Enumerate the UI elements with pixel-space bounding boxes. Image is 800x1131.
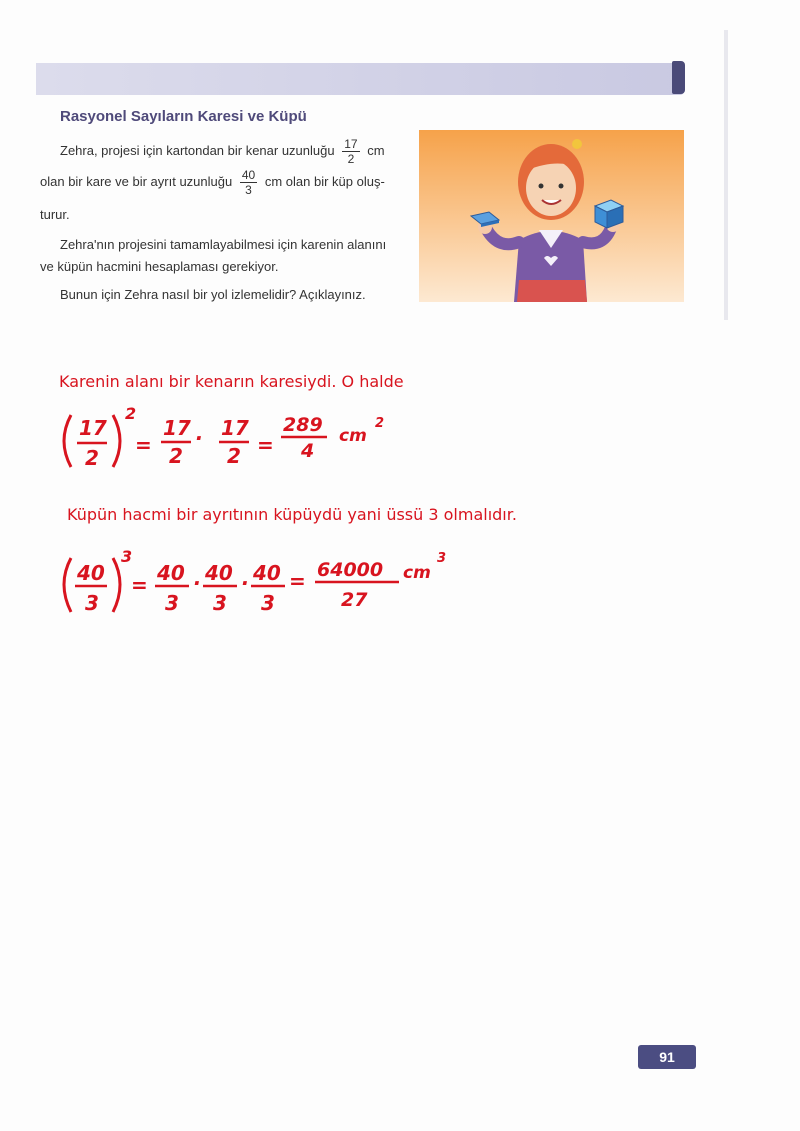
multiply-dot: · bbox=[241, 571, 249, 595]
square-base-numerator: 17 bbox=[79, 416, 107, 440]
equals-sign: = bbox=[135, 433, 152, 457]
cube-unit-power: 3 bbox=[437, 551, 447, 566]
square-result-denominator: 4 bbox=[301, 440, 315, 462]
answer-cube-sentence: Küpün hacmi bir ayrıtının küpüydü yani üssü 3 olmalıdır. bbox=[67, 505, 517, 524]
header-bar bbox=[36, 63, 684, 95]
problem-line-5: ve küpün hacmini hesaplaması gerekiyor. bbox=[40, 259, 279, 274]
equals-sign: = bbox=[289, 569, 306, 593]
problem-line-6: Bunun için Zehra nasıl bir yol izlemelidir? Açıklayınız. bbox=[60, 287, 366, 302]
multiply-dot: · bbox=[193, 571, 201, 595]
cube-result-denominator: 27 bbox=[341, 589, 368, 611]
section-title: Rasyonel Sayıların Karesi ve Küpü bbox=[60, 108, 307, 125]
cube-icon bbox=[595, 200, 623, 228]
problem-line-1-text: Zehra, projesi için kartondan bir kenar uzunluğu bbox=[60, 142, 335, 158]
problem-line-1 bbox=[60, 137, 385, 166]
square-equation bbox=[55, 405, 405, 480]
square-unit: cm bbox=[339, 426, 367, 446]
cube-unit: cm bbox=[403, 563, 431, 583]
fraction-numerator: 40 bbox=[241, 168, 256, 182]
cube-factor-3-denominator: 3 bbox=[261, 591, 275, 615]
square-power: 2 bbox=[125, 404, 137, 423]
square-factor-1-denominator: 2 bbox=[169, 444, 183, 468]
fraction-denominator: 2 bbox=[347, 152, 355, 166]
fraction-17-2 bbox=[342, 137, 359, 166]
problem-line-2 bbox=[40, 168, 385, 197]
problem-line-1-unit: cm bbox=[367, 142, 385, 158]
square-result-numerator: 289 bbox=[283, 414, 323, 436]
fraction-numerator: 17 bbox=[344, 137, 358, 151]
problem-line-4: Zehra'nın projesini tamamlayabilmesi için karenin alanını bbox=[60, 237, 387, 252]
square-factor-1-numerator: 17 bbox=[163, 416, 191, 440]
fraction-40-3 bbox=[240, 168, 257, 197]
problem-line-2-text: olan bir kare ve bir ayrıt uzunluğu bbox=[40, 173, 233, 189]
cube-factor-2-denominator: 3 bbox=[213, 591, 227, 615]
square-unit-power: 2 bbox=[375, 416, 385, 431]
square-base-denominator: 2 bbox=[85, 446, 99, 470]
cube-factor-1-denominator: 3 bbox=[165, 591, 179, 615]
header-tab bbox=[672, 61, 685, 94]
cube-factor-3-numerator: 40 bbox=[253, 561, 281, 585]
cube-factor-1-numerator: 40 bbox=[157, 561, 185, 585]
answer-square-sentence: Karenin alanı bir kenarın karesiydi. O halde bbox=[59, 372, 404, 391]
cube-equation bbox=[55, 548, 475, 623]
problem-line-2-tail: cm olan bir küp oluş- bbox=[264, 173, 385, 189]
page-number: 91 bbox=[638, 1045, 696, 1069]
multiply-dot: · bbox=[195, 426, 203, 450]
equals-sign: = bbox=[257, 433, 274, 457]
cube-power: 3 bbox=[121, 547, 133, 566]
cube-base-numerator: 40 bbox=[77, 561, 105, 585]
cube-factor-2-numerator: 40 bbox=[205, 561, 233, 585]
square-factor-2-numerator: 17 bbox=[221, 416, 249, 440]
square-factor-2-denominator: 2 bbox=[227, 444, 241, 468]
problem-line-3: turur. bbox=[40, 207, 70, 222]
cube-result-numerator: 64000 bbox=[317, 559, 384, 581]
fraction-denominator: 3 bbox=[245, 183, 252, 197]
cube-base-denominator: 3 bbox=[85, 591, 99, 615]
equals-sign: = bbox=[131, 573, 148, 597]
page-edge bbox=[724, 30, 728, 320]
girl-illustration bbox=[419, 130, 684, 302]
